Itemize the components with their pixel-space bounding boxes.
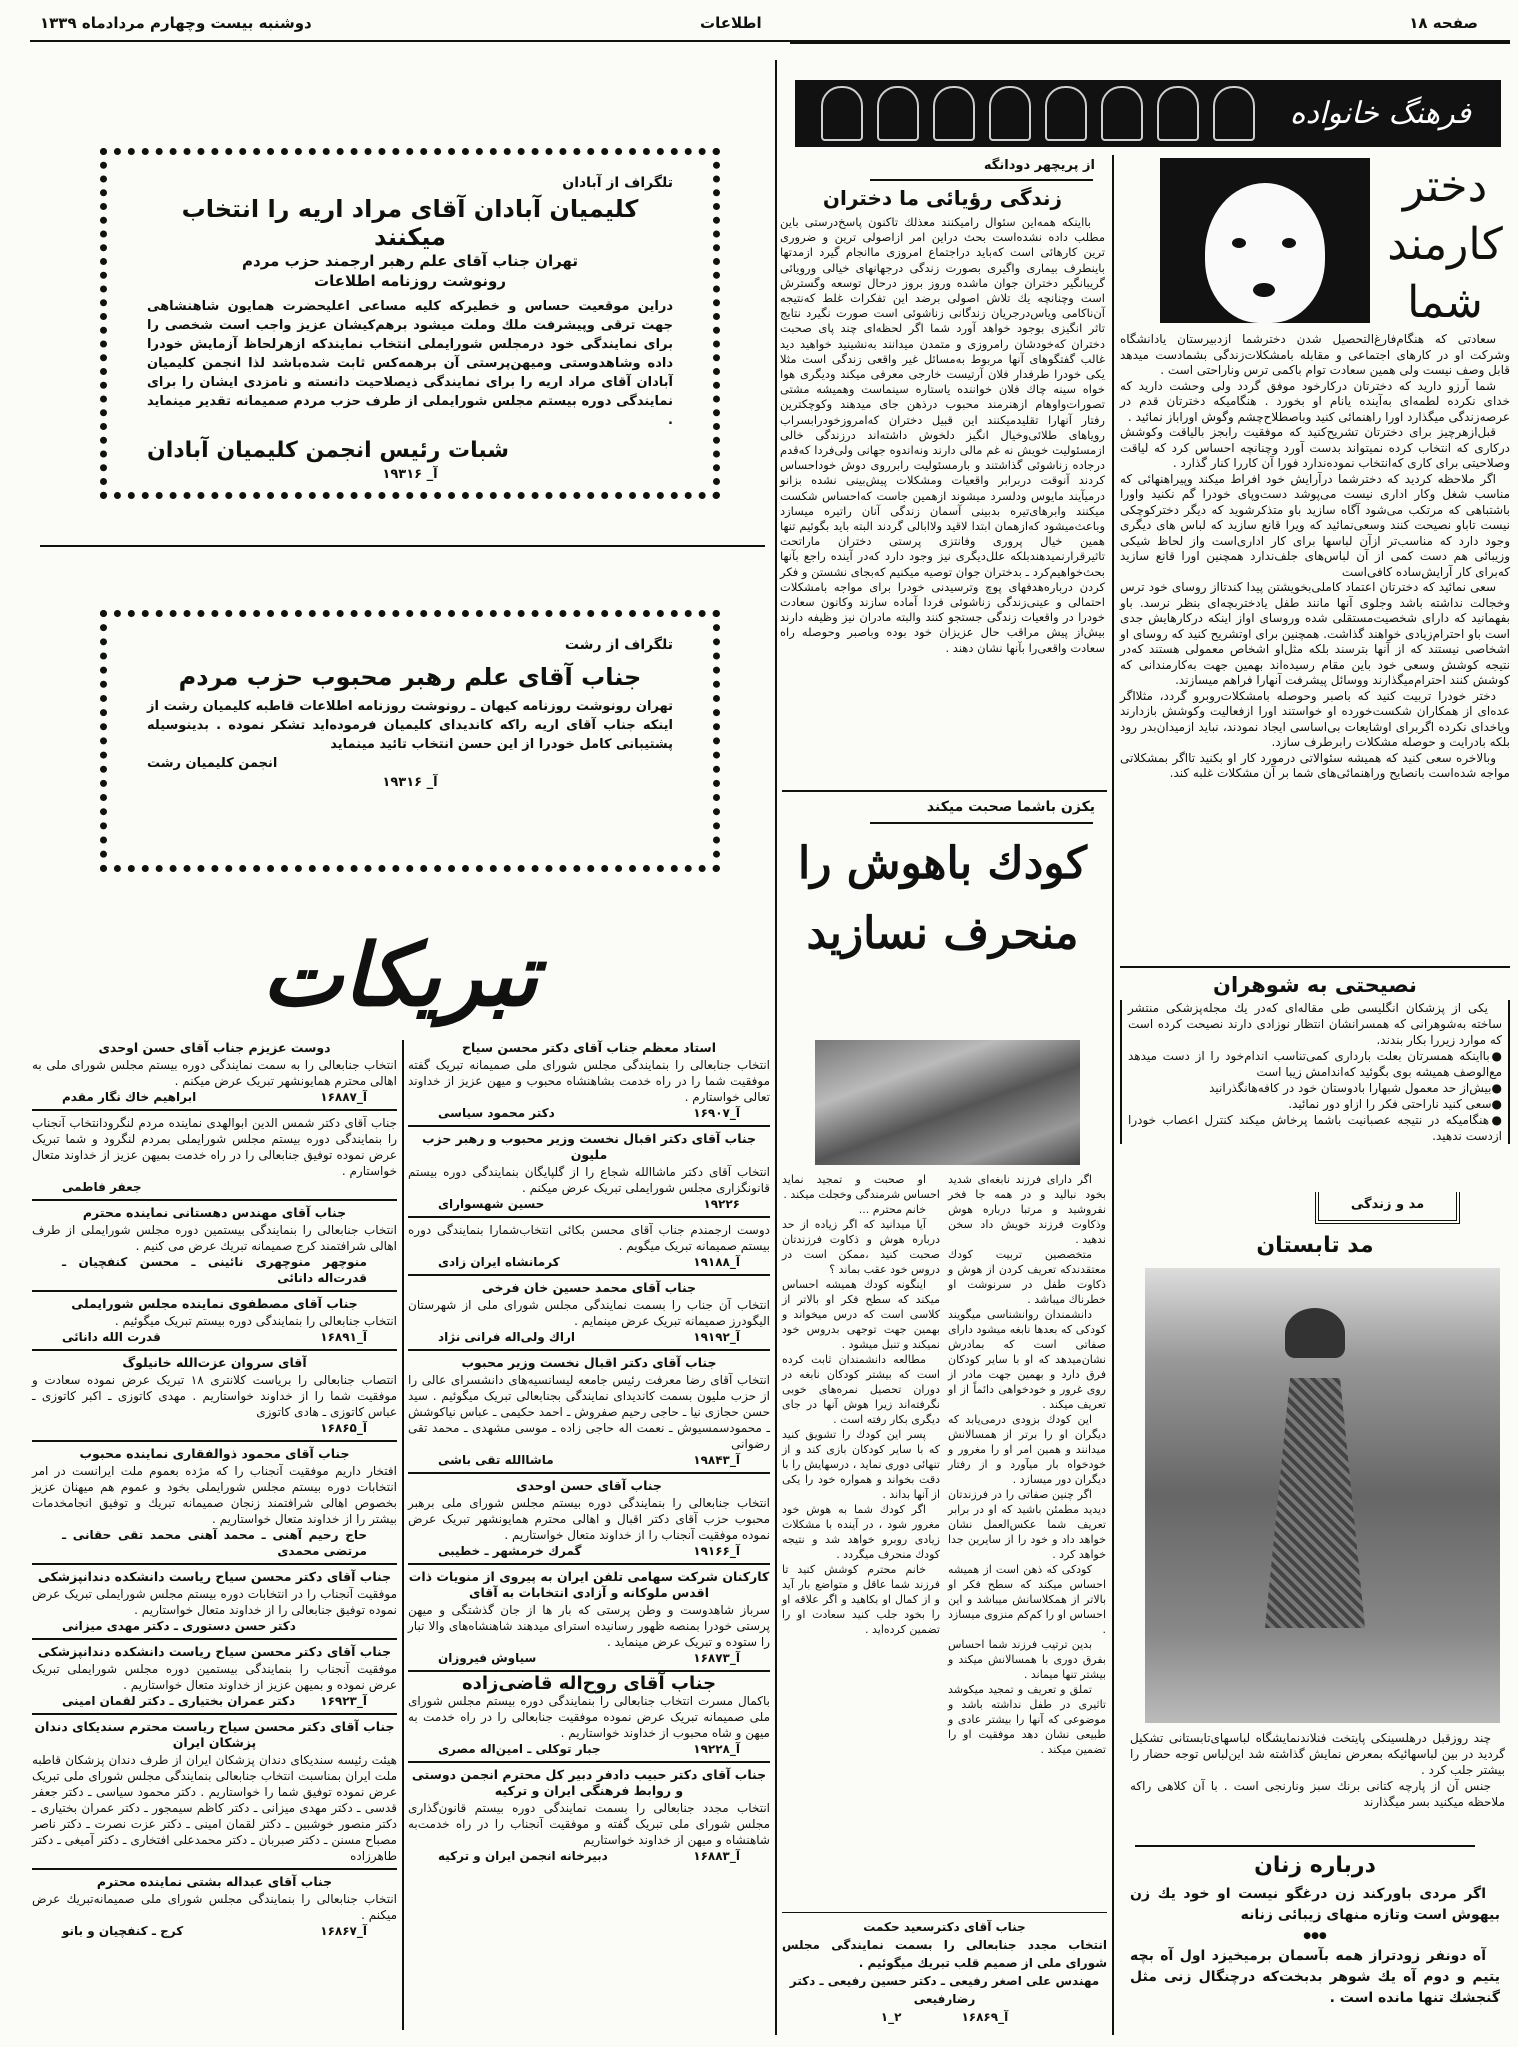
- ad-code: آ_۱۹۸۴۳: [693, 1453, 740, 1467]
- congrats-entry: [32, 1355, 397, 1442]
- paragraph: خانم محترم کوشش کنید تا فرزند شما عاقل و متواضع بار آید و از کمال او بکاهید و اگر علاقه او را بخود جلب کنید سعادت او را تضمین کرده‌اید .: [782, 1563, 940, 1636]
- entry-footer: [32, 1923, 397, 1939]
- telegram-title: کلیمیان آبادان آقای مراد اریه را انتخاب میکنند: [181, 195, 639, 251]
- congrats-entry: [408, 1280, 770, 1351]
- congrats-entry: [408, 1131, 770, 1218]
- ad-code: آ_۱۶۸۸۳: [693, 1849, 740, 1863]
- summer-dress-photo: [1145, 1268, 1500, 1723]
- congrats-entry: [408, 1478, 770, 1565]
- congrats-entry: [32, 1644, 397, 1715]
- entry-heading: جناب آقای محمد حسین خان فرخی: [481, 1280, 697, 1295]
- caption-text: چند روز‌قبل درهلسینکی پایتخت فنلاندنمایشگاه لباسهای‌تابستانی تشکیل گردید در بین لباسهائیکه بمعرض نمایش گذاشته شد این‌لباس توجه حضار را بیشتر جلب کرد .: [1130, 1731, 1505, 1777]
- paragraph: دختر خودرا تربیت کنید که باصبر وحوصله بامشکلات‌روبرو گردد، مثلااگر عده‌ای از همکاران شکست‌خورده او خواستند اورا ازفعالیت وکوشش بازدارند ویاخدای نکرده اگربرای اوشایعات بی‌اساسی ایجاد نمودند، نباید ازمیدان‌بدر رود بلکه بادرایت و حوصله مشکلات رابرطرف سازد.: [1120, 688, 1510, 749]
- entry-body: هیئت رئیسه سندیکای دندان پزشکان ایران از طرف دندان پزشکان قاطبه ملت ایران بمناسبت انتخاب جنابعالی بنمایندگی مجلس شورای ملی تبریک عرض نموده توفیق شما را خواستاریم . دکتر محمود سیاسی ـ دکتر جعفر قدسی ـ دکتر مهدی میزانی ـ دکتر کاظم سیمجور ـ دکتر عمران بختیاری ـ دکتر منصور خوشبین ـ دکتر لقمان امینی ـ دکتر عزت نصرت ـ دکتر ناصر مصباح مسنن ـ دکتر صبربان ـ دکتر محمدعلی افتخاری ـ دکتر آمیغی ـ دکتر طاهرزاده: [32, 1753, 397, 1863]
- entry-heading: جناب آقای دکتر محسن سیاح ریاست دانشکده دندانپزشکی: [37, 1569, 392, 1584]
- congrats-entry: [32, 1719, 397, 1870]
- entry-footer: [408, 1254, 770, 1270]
- ad-code: آ_۱۹۱۹۲: [693, 1330, 740, 1344]
- entry-footer: [32, 1693, 397, 1709]
- entry-footer: [408, 1105, 770, 1121]
- congrats-entry: [32, 1205, 397, 1292]
- article-title: درباره زنان: [1254, 1853, 1376, 1878]
- entry-body: سرباز شاهدوست و وطن پرستی که بار ها از جان گذشتگی و میهن پرستی خودرا بمنصه ظهور رسانیده استرای میدهند شاهنشاه‌های والا تبار را ستوده و تبریک عرض مینماید .: [408, 1603, 770, 1649]
- entry-heading: آقای سروان عزت‌الله خانیلوگ: [122, 1355, 307, 1370]
- ad-code: آ_ ۱۹۳۱۶: [382, 775, 438, 790]
- paragraph: دانشمندان روانشناسی میگویند کودکی که بعدها نابغه میشود دارای صفاتی است که بمادرش نشان‌میدهد که او با سایر کودکان فرق دارد و بهمین جهت مادر از روی غرور و خودخواهی دائماً از او تعریف میکند .: [948, 1308, 1106, 1411]
- paragraph: اگر چنین صفاتی را در فرزندتان دیدید مطمئن باشید که او در برابر تعریف شما عکس‌العمل نشان خواهد داد و خود را از سایرین جدا خواهد کرد .: [948, 1488, 1106, 1561]
- entry-signature: قدرت الله دانائی: [62, 1330, 161, 1344]
- entry-signature: اراك ولی‌اله فرانی نژاد: [438, 1330, 575, 1344]
- aphorism: [1130, 1946, 1500, 2009]
- telegram-signature: شبات رئیس انجمن کلیمیان آبادان: [147, 438, 510, 463]
- paragraph: کودکی که ذهن است از همیشه احساس میکند که سطح فکر او بالاتر از همکلاسانش میباشد و این احساس او را کم‌کم منزوی میسازد .: [948, 1563, 1106, 1636]
- entry-heading: جناب آقای محمود ذوالفقاری نماینده محبوب: [79, 1446, 350, 1461]
- congrats-entry: [408, 1355, 770, 1474]
- entry-body: انتخاب جنابعالی را بنمایندگی دوره بیستم مجلس شورای ملی برهبر محبوب حزب آقای دکتر اقبال و اهالی محترم همایونشهر تبریک عرض نموده موفقیت آنجناب را از خداوند متعال خواستاریم .: [408, 1496, 770, 1542]
- issue-date: دوشنبه بیست وچهارم مردادماه ۱۳۳۹: [40, 14, 312, 32]
- intro: یکی از پزشکان انگلیسی طی مقاله‌ای که‌در یك مجله‌پزشکی منتشر ساخته به‌شوهرانی که همسرانشان انتظار نوزادی دارند نصیحت کرده است که موارد زیررا بکار بندند.: [1128, 1001, 1502, 1047]
- entry-footer: [32, 1254, 397, 1286]
- fashion-title: مد تابستان: [1256, 1233, 1374, 1258]
- entry-signature: دبیرخانه انجمن ایران و ترکیه: [438, 1849, 608, 1863]
- congratulations-heading: تبریکات: [262, 925, 538, 1026]
- entry-heading: جناب آقای دکتر محسن سیاح ریاست دانشکده دندانپزشکی: [37, 1644, 392, 1659]
- article-divider: [782, 790, 1107, 792]
- tip: ●سعی کنید ناراحتی فکر را ازاو دور نمائید.: [1288, 1097, 1502, 1111]
- paragraph: او صحبت و تمجید نماید احساس شرمندگی وخجلت میکند .: [782, 1173, 940, 1201]
- child-article: [780, 798, 1105, 968]
- entry-body: انتصاب جنابعالی را بریاست کلانتری ۱۸ تبریک عرض نموده سعادت و موفقیت شما را از خداوند خواستاریم . مهدی کاتوزی ـ اکبر کاتوزی ـ عباس کاتوزی ـ هادی کاتوزی: [32, 1373, 397, 1419]
- ad-code: آ_۱۶۸۶۹: [961, 2010, 1009, 2024]
- paragraph: این کودك بزودی درمی‌یابد که دیگران او را برتر از همسالانش میدانند و همین امر او را مغرور و خودخواه بار میآورد و از رفتار دیگران دور میسازد .: [948, 1413, 1106, 1486]
- entry-footer: [408, 1452, 770, 1468]
- entry-body: انتخاب جنابعالی را بنمایندگی دوره بیستم تبریک میگوئیم .: [114, 1314, 397, 1328]
- entry-footer: [408, 1543, 770, 1559]
- paragraph: سعی نمائید که دخترتان اعتماد کاملی‌بخویشتن پیدا کندتااز روسای خود ترس وخجالت نداشته باشد وجلوی آنها مانند طفل یادختربچه‌ای بنظر نرسد. باو بفهمانید که دارای شخصیت‌مستقلی شده وروسای اواز اینکه درکارهایش جدی است باو احترام‌زیادی خواهند گذاشت. همچنین برای اوتشریح کنید که روسای او اشخاصی نیستند که از آنها بترسند بلکه مثل‌او اشخاص معمولی هستند که‌در نتیجه کوشش وسعی خود باین مقام رسیده‌اند بهمین جهت به‌کارمندانی که کوشش کنند احترام‌میگذارند ووسائل پیشرفت آنهارا فراهم میسازند.: [1120, 580, 1510, 687]
- article-column-right: [948, 1172, 1106, 1757]
- entry-body: دوست ارجمندم جناب آقای محسن بکائی انتخاب‌شمارا بنمایندگی دوره بیستم صمیمانه تبریک میگویم .: [408, 1223, 770, 1253]
- paragraph: اگر ملاحظه کردید که دخترشما درآرایش خود افراط میکند وپیراهنهائی که مناسب شغل وکار اداری نیست می‌پوشد دست‌وپای خودرا گم نکنید واورا باشتباهی که مرتکب می‌شود آگاه سازید باو متذکرشوید که دیگر دخترکوچکی نیست تاباو نصیحت کنند وسعی‌نمائید که ویرا قانع سازید که لباس های دیگری وجود دارد که مناسب‌تر ازآن لباسها برای کار اداری‌است واز لحاظ شیکی وزیبائی هم دست کمی از آن لباس‌های جلف‌ندارد همچنین اورا قانع سازید که‌برای کار آرایش‌ساده کافی‌است: [1120, 471, 1510, 579]
- paragraph: آیا میدانید که اگر زیاده از حد درباره هوش و ذکاوت فرزندتان صحبت کنید ،ممکن است در دروس خود عقب بماند ؟: [782, 1218, 940, 1276]
- entry-signature: جبار توکلی ـ امین‌اله مصری: [438, 1742, 601, 1756]
- husbands-advice: [1120, 972, 1510, 1144]
- paragraph: مطالعه دانشمندان ثابت کرده است که بیشتر کودکان نابغه در دوران تحصیل نمره‌های خوبی نگرفته‌اند زیرا هوش آنها در جای دیگری بکار رفته است .: [782, 1353, 940, 1426]
- masthead-rule-thick: [790, 40, 1510, 44]
- entry-body: انتخاب آن جناب را بسمت نمایندگی مجلس شورای ملی از شهرستان الیگودرز صمیمانه تبریک عرض مینمایم .: [408, 1298, 770, 1328]
- entry-footer: [408, 1650, 770, 1666]
- entry-signature: گمرك خرمشهر ـ خطیبی: [438, 1544, 582, 1558]
- entry-footer: [408, 1196, 770, 1212]
- entry-signature: ابراهیم خاك نگار مقدم: [62, 1090, 197, 1104]
- telegram-signature: انجمن کلیمیان رشت: [147, 756, 278, 771]
- telegram-addressee: تهران جناب آقای علم رهبر ارجمند حزب مردم: [242, 252, 578, 270]
- article-title-line2: منحرف نسازید: [806, 908, 1079, 959]
- paragraph: اگر کودك شما به هوش خود مغرور شود ، در آینده با مشکلات زیادی روبرو خواهد شد و نتیجه کودك منحرف میگردد .: [782, 1503, 940, 1561]
- paragraph: بااینکه همه‌این سئوال رامیکنند معذلك تاکنون پاسخ‌درستی باین مطلب داده نشده‌است بحث دراین امر ازاصولی ترین و ضروری ترین کارهائی است که‌باید دراجتماع امروزی ماانجام گیرد ازمدتها باینطرف بیماری واگیری بصورت زندگی درجهانهای خیالی ورویائی گریبانگیر دختران جوان ماشده وروز بروز درحال توسعه وگسترش است وچنانچه یك تلاش اصولی برضد این تفکرات غلط که‌نتیجه آن‌ناکامی ویاس‌درجریان زندگانی زناشوئی است صورت نگیرد نتایج تاثر انگیزی بوجود خواهد آورد شما اگر لحظه‌ای چند پای صحبت دختران که‌خودشان رامروزی و متمدن میدانند به‌نشینید خواهید دید غالب گفتگوهای آنها مربوط به‌مسائل غیر واقعی زندگی است مثلا یکی خودرا طرفدار فلان آرتیست خارجی معرفی میکند ودیگری هوا خواه سینه چاك فلان خواننده یاستاره سینماست وهمیشه مشتی تصورات‌واوهام ازهنرمند محبوب درذهن جای میدهند وکوچکترین رفتار آنهارا تقلیدمیکنند این قبیل دختران که‌امروزخودرا‌بسراب رویاهای طلائی‌وخیال انگیز دلخوش داشته‌اند درزندگی خالی ازمسئولیت خویش نه غم مالی دارند ونه‌اندوه جهانی ولی‌فردا که‌قدم درجاده زناشوئی گذاشتند و بارمسئولیت رابرروی دوش خوداحساس کردند آنوقت دربرابر واقعیات ومشکلات پیش‌بینی نشده بزانو درمیآیند مایوس ودلسرد میشوند ازهمین جاست که‌احساس شکست میکنند وابرهای‌تیره بدبینی آسمان زندگی آنان راتیره میسازد وباعث‌میشود که‌ازهمان ابتدا لاقید ولاابالی گردند البته باید بگوئیم تنها همین خیال پروری وفانتزی پرستی دختران ماراتحت تاثیرقرارنمیدهندبلکه علل‌دیگری نیز وجود دارد که‌در آینده راجع بآنها بحث‌خواهیم‌کرد ـ بدختران جوان توصیه میکنیم که‌بجای نشستن و فکر کردن درباره‌هدفهای پوچ وترسیدنی خودرا برای مواجه بامشکلات احتمالی و عینی‌زندگی زناشوئی فردا آماده سازند وکانون سعادت خودرا در واقعیات زندگی جستجو کنند والبته مادران نیز وظیفه دارند بیش‌از پیش مراقب حال عزیزان خود بوده وباصبر وحوصله راه سعادت واقعی‌را بآنها نشان دهند .: [780, 215, 1105, 655]
- congrats-entry: [32, 1115, 397, 1201]
- entry-body: موفقیت آنجناب را بنمایندگی بیستمین دوره مجلس شورایملی تبریک عرض نموده و بمیهن عزیز از خداوند متعال خواستاریم .: [32, 1662, 397, 1692]
- entry-footer: [32, 1420, 397, 1436]
- paragraph: اگر دارای فرزند نابغه‌ای شدید بخود نبالید و در همه جا فخر نفروشید و مرتبا درباره هوش وذکاوت فرزند خویش داد سخن ندهید .: [948, 1173, 1106, 1246]
- ad-code: آ_۱۶۹۲۳: [320, 1694, 367, 1708]
- notice-signature: مهندس علی اصغر رفیعی ـ دکتر حسین رفیعی ـ دکتر رضارفیعی: [789, 1974, 1100, 2006]
- congrats-entry: [32, 1569, 397, 1640]
- entry-signature: کرمانشاه ایران زادی: [438, 1255, 560, 1269]
- entry-body: موفقیت آنجناب را در انتخابات دوره بیستم مجلس شورایملی تبریک عرض نموده توفیق جنابعالی را از خداوند متعال خواستاریم .: [32, 1587, 397, 1617]
- title-word: شما: [1407, 277, 1483, 328]
- aphorism-text: اگر مردی باورکند زن درغگو نیست او خود یك زن بیهوش است وتازه منهای زیبائی زنانه: [1130, 1886, 1500, 1923]
- entry-heading: جناب آقای دکتر محسن سیاح ریاست محترم سندیکای دندان پزشکان ایران: [34, 1719, 395, 1750]
- section-divider: [40, 545, 765, 547]
- congrats-entry: [408, 1222, 770, 1276]
- paragraph: وبالاخره سعی کنید که همیشه سئوالاتی درمورد کار او بکنید تااگر بمشکلاتی مواجه شده‌است بانصایح وراهنمائی‌های شما بر آن مشکلات غلبه کند.: [1120, 750, 1510, 780]
- telegram-rasht: [100, 610, 720, 872]
- congrats-column-right: [408, 1040, 770, 1872]
- article-title: زندگی رؤیائی ما دختران: [822, 186, 1063, 210]
- article-divider: [1120, 966, 1510, 968]
- entry-heading: جناب آقای عبداله بشتی نماینده محترم: [96, 1874, 333, 1889]
- entry-signature: کرج ـ کنفچیان و بانو: [62, 1924, 184, 1938]
- paragraph: شما آرزو دارید که دخترتان درکارخود موفق گردد ولی وحشت دارید که خدای نکرده لطمه‌ای به‌آینده یانام او بخورد . هنگامیکه دخترتان قدم در عرصه‌زندگی میگذارد اورا راهنمائی کنید وباصطلاح‌چشم وگوش اوراباز نمائید .: [1120, 378, 1510, 424]
- congrats-entry: [408, 1767, 770, 1868]
- entry-signature: سیاوش فیروزان: [438, 1651, 537, 1665]
- entry-footer: [408, 1741, 770, 1757]
- ad-code: آ_۱۹۲۲۸: [693, 1742, 740, 1756]
- ad-code: آ_۱۶۸۹۱: [320, 1330, 367, 1344]
- title-word: دختر: [1402, 161, 1488, 212]
- entry-signature: حسین شهسوارای: [438, 1197, 545, 1211]
- banner-illustration: [815, 86, 1255, 141]
- half-divider: [775, 60, 777, 2035]
- ad-code: آ_۱۶۸۷۳: [693, 1651, 740, 1665]
- woman-portrait-illustration: [1160, 158, 1370, 323]
- entry-heading: جناب آقای مهندس دهستانی نماینده محترم: [82, 1205, 347, 1220]
- banner-title: فرهنگ خانواده: [1289, 96, 1471, 131]
- entry-footer: [408, 1848, 770, 1864]
- fashion-section-badge: مد و زندگی: [1315, 1192, 1460, 1224]
- entry-footer: [32, 1618, 397, 1634]
- entry-body: جناب آقای دکتر شمس الدین ابوالهدی نماینده مردم لنگرودانتخاب آنجناب را بنمایندگی دوره بیستم مجلس شورایملی بمردم لنگرود و شما تبریک عرض نموده توفیق جنابعالی را در راه خدمت بمیهن عزیز از خداوند متعال خواستارم .: [32, 1116, 397, 1178]
- byline: از پریچهر دودانگه: [983, 158, 1095, 173]
- article-title: نصیحتی به شوهران: [1213, 973, 1417, 997]
- paragraph: بدین ترتیب فرزند شما احساس بفرق دوری با همسالانش میکند و بیشتر تنها میماند .: [948, 1638, 1106, 1681]
- aphorism-text: آه دونفر زودتراز همه بآسمان برمیخیزد اول آه بچه یتیم و دوم آه یك شوهر بدبخت‌که درچنگال زنی مثل گنجشك تنها مانده است .: [1130, 1948, 1500, 2006]
- article-divider: [1135, 1845, 1475, 1847]
- paragraph: اینگونه کودك همیشه احساس میکند که سطح فکر او بالاتر از کلاسی است که درس میخواند و بهمین جهت توجهی بدروس خود نمیکند و تنبل میشود .: [782, 1278, 940, 1351]
- entry-heading: جناب آقای دکتر اقبال نخست وزیر محبوب: [461, 1355, 717, 1370]
- congrats-notice: [782, 1918, 1107, 2026]
- telegram-abadan: [100, 148, 720, 499]
- entry-signature: جعفر فاطمی: [62, 1180, 142, 1194]
- newspaper-name: اطلاعات: [700, 14, 762, 32]
- notice-ref: ۲_۱: [880, 2010, 902, 2024]
- congrats-entry: [32, 1296, 397, 1351]
- paragraph: خانم محترم ...: [858, 1203, 926, 1216]
- article-body: [780, 215, 1105, 656]
- entry-signature: دکتر حسن دستوری ـ دکتر مهدی میزانی: [62, 1619, 296, 1633]
- entry-signature: دکتر محمود سیاسی: [438, 1106, 555, 1120]
- entry-heading: جناب آقای مصطفوی نماینده مجلس شورایملی: [71, 1296, 358, 1311]
- congrats-entry: [408, 1040, 770, 1127]
- dreams-article: [780, 158, 1105, 656]
- daughter-title: [1380, 158, 1510, 332]
- ad-code: ۱۹۲۲۶: [703, 1197, 740, 1211]
- about-women: [1130, 1852, 1500, 2009]
- entry-body: انتخاب جنابعالی را به سمت نمایندگی دوره بیستم مجلس شورای ملی به اهالی محترم همایونشهر تبریک عرض میکنم .: [32, 1058, 397, 1088]
- entry-body: انتخاب مجدد جنابعالی را بسمت نمایندگی دوره بیستم قانون‌گذاری مجلس شورای ملی تبریک گفته و موفقیت آنجناب را در راه خدمت‌به شاهنشاه و میهن از خداوند خواستاریم: [408, 1801, 770, 1847]
- entry-footer: [32, 1179, 397, 1195]
- page-number: صفحه ۱۸: [1409, 14, 1478, 32]
- entry-footer: [32, 1089, 397, 1105]
- entry-signature: منوچهر منوچهری نائینی ـ محسن کنفچیان ـ قدرت‌اله دانائی: [62, 1255, 367, 1285]
- notice-heading: جناب آقای دکترسعید حکمت: [863, 1920, 1026, 1934]
- child-drawing-photo: [815, 1040, 1080, 1165]
- article-column-left: [782, 1172, 940, 1637]
- entry-body: انتخاب جنابعالی را بنمایندگی مجلس شورای ملی صمیمانه تبریک گفته موفقیت شما را در راه خدمت بشاهنشاه محبوب و میهن عزیز از خداوند تعالی خواستارم .: [408, 1058, 770, 1104]
- entry-signature: حاج رحیم آهنی ـ محمد آهنی محمد تقی حقانی ـ مرتضی محمدی: [62, 1528, 367, 1558]
- caption-text: جنس آن از پارچه کتانی برنك سبز ونارنجی است . با آن کلاهی راکه ملاحظه میکنید بسر میگذارند: [1130, 1779, 1505, 1809]
- article-body: [1120, 1000, 1510, 1144]
- entry-body: انتخاب آقای دکتر ماشاالله شجاع را از گلپایگان بنمایندگی دوره بیستم قانونگزاری مجلس شورایملی تبریک عرض میکنم .: [408, 1165, 770, 1195]
- ad-code: آ_۱۶۸۶۷: [320, 1924, 367, 1938]
- family-culture-banner: [795, 80, 1501, 147]
- entry-footer: [408, 1329, 770, 1345]
- entry-footer: [32, 1527, 397, 1559]
- column-divider: [1112, 155, 1114, 2035]
- entry-heading: جناب آقای روح‌اله قاضی‌زاده: [461, 1673, 717, 1694]
- telegram-body: تهران رونوشت روزنامه کیهان ـ رونوشت روزنامه اطلاعات قاطبه کلیمیان رشت از اینکه جناب آقای اریه راکه کاندیدای کلیمیان فرموده‌اید تشکر نموده . بدینوسیله پشتیبانی کامل خودرا از این حسن انتخاب تائید مینماید: [147, 699, 673, 752]
- congrats-column-divider: [402, 1040, 404, 2030]
- congrats-column-left: [32, 1040, 397, 1947]
- entry-body: باکمال مسرت انتخاب جنابعالی را بنمایندگی دوره بیستم مجلس شورای ملی صمیمانه تبریک عرض نموده موفقیت جنابعالی را در راه خدمت به میهن و شاه محبوب از خداوند خواستاریم .: [408, 1694, 770, 1740]
- congrats-entry: [32, 1874, 397, 1943]
- entry-footer: [32, 1329, 397, 1345]
- entry-heading: جناب آقای حسن اوحدی: [516, 1478, 662, 1493]
- ad-code: آ_۱۶۹۰۷: [693, 1106, 740, 1120]
- congrats-entry: [32, 1446, 397, 1565]
- entry-body: انتخاب جنابعالی را بنمایندگی بیستمین دوره مجلس شورایملی از طرف اهالی شرافتمند کرج صمیمانه تبریك عرض می کنیم .: [32, 1223, 397, 1253]
- paragraph: پسر این کودك را تشویق کنید که با سایر کودکان بازی کند و از تنهائی دوری نماید ، درسهایش را با دقت بخواند و همواره خود را یکی از آنها بداند .: [782, 1428, 940, 1501]
- tip: ●بیش‌از حد معمول شبهارا بادوستان خود در کافه‌هانگذرانید: [1209, 1081, 1502, 1095]
- aphorism: [1130, 1884, 1500, 1926]
- tip: ●بااینکه همسرتان بعلت بارداری کمی‌تناسب اندام‌خود را از دست میدهد مع‌الوصف همیشه بوی بگوئید که‌اندامش زیبا است: [1128, 1049, 1502, 1079]
- entry-heading: استاد معظم جناب آقای دکتر محسن سیاح: [461, 1040, 717, 1055]
- paragraph: تملق و تعریف و تمجید میکوشد تاثیری در طفل نداشته باشد و موضوعی که آنها را بیشتر عادی و طبیعی نشان دهد موفقیت او را تضمین میکند .: [948, 1683, 1106, 1756]
- telegram-source: تلگراف از آبادان: [562, 175, 673, 191]
- entry-signature: دکتر عمران بختیاری ـ دکتر لقمان امینی: [62, 1694, 296, 1708]
- telegram-body: دراین موقعیت حساس و خطیرکه کلیه مساعی اعلیحضرت همایون شاهنشاهی جهت ترقی وپیشرفت ملك وملت میشود برهم‌کیشان عزیز واجب است شخصی را برای نمایندگی خود درمجلس شورایملی انتخاب نمایندکه ازهرلحاظ آزمایش خودرا داده وشاهدوستی ومیهن‌پرستی آن برهمه‌کس ثابت شده‌باشد لذا انجمن کلیمیان آبادان آقای مراد اریه را برای نمایندگی ذیصلاحیت دانسته و نامزدی ایشان را برای نمایندگی دوره بیستم مجلس شورایملی از طرف حزب مردم صمیمانه تقدیر مینماید .: [147, 299, 673, 428]
- telegram-source: تلگراف از رشت: [564, 637, 673, 653]
- paragraph: سعادتی که هنگام‌فارغ‌التحصیل شدن دخترشما ازدبیرستان یادانشگاه وشرکت او در کارهای اجتماعی و مقابله بامشکلات‌زندگی بشمادست میدهد قابل وصف نیست ولی همین سعادت توام باکمی ترس وناراحتی است .: [1120, 332, 1510, 377]
- entry-heading: جناب آقای دکتر اقبال نخست وزیر محبوب و رهبر حزب ملیون: [421, 1131, 757, 1162]
- article-title-line1: کودك باهوش را: [798, 838, 1087, 889]
- ad-code: آ_ ۱۹۳۱۶: [382, 467, 438, 482]
- congrats-entry: [32, 1040, 397, 1111]
- entry-body: انتخاب آقای رضا معرفت رئیس جامعه لیسانسیه‌های دانشسرای عالی را از حزب ملیون بسمت کاندیدای نمایندگی بجنابعالی تبریک میگوئیم . سید حسن حجازی نیا ـ حاجی رحیم صفروش ـ احمد حکیمی ـ عباس نیاکوشش ـ محمودسمسیوش ـ نعمت اله حاجی زاده ـ موسی مشهدی ـ محمد تقی رضوانی: [408, 1373, 770, 1451]
- congrats-entry: [408, 1673, 770, 1763]
- separator: ●●●: [1303, 1931, 1327, 1941]
- entry-heading: کارکنان شرکت سهامی تلفن ایران به پیروی از منویات ذات اقدس ملوکانه و آزادی انتخابات به آقای: [408, 1569, 770, 1600]
- telegram-cc: رونوشت روزنامه اطلاعات: [314, 272, 506, 290]
- entry-body: افتخار داریم موفقیت آنجناب را که مژده بعموم ملت ایرانست در امر انتخابات دوره بیستم مجلس شورایملی بخود و عموم هم میهنان عزیز بخصوص اهالی شرافتمند زنجان صمیمانه تبریك و توفیق انجامخدمات بیشتر را از خداوند متعال خواستاریم .: [32, 1464, 397, 1526]
- notice-divider: [782, 1912, 1107, 1913]
- notice-body: انتخاب مجدد جنابعالی را بسمت نمایندگی مجلس شورای ملی از صمیم قلب تبریك میگوئیم .: [782, 1938, 1107, 1970]
- congrats-entry: [408, 1569, 770, 1672]
- ad-code: آ_۱۹۱۶۶: [693, 1544, 740, 1558]
- ad-code: آ_۱۹۱۸۸: [693, 1255, 740, 1269]
- daughter-article-body: [1120, 332, 1510, 782]
- paragraph: متخصصین تربیت کودك معتقدندکه تعریف کردن از هوش و ذکاوت طفل در سرنوشت او خطرناك میباشد .: [948, 1248, 1106, 1306]
- entry-body: انتخاب جنابعالی را بنمایندگی مجلس شورای ملی صمیمانه‌تبریك عرض میکنم .: [32, 1892, 397, 1922]
- paragraph: قبل‌ازهرچیز برای دخترتان تشریح‌کنید که موفقیت رابجز بالیاقت وکوشش درکاری که انتخاب کرده نمیتواند بدست آورد وچنانچه احساس کرد که لیاقت وصلاحیتی برای کاری که‌انتخاب نموده‌ندارد فورا آن کاررا کنار گذارد .: [1120, 425, 1510, 470]
- title-word: کارمند: [1387, 219, 1503, 270]
- ad-code: آ_۱۶۸۸۷: [320, 1090, 367, 1104]
- kicker: یکزن باشما صحبت میکند: [926, 799, 1095, 815]
- telegram-title: جناب آقای علم رهبر محبوب حزب مردم: [178, 663, 642, 691]
- ad-code: آ_۱۶۸۶۵: [320, 1421, 367, 1435]
- entry-heading: جناب آقای دکتر حبیب دادفر دبیر کل محترم انجمن دوستی و روابط فرهنگی ایران و ترکیه: [411, 1767, 767, 1798]
- entry-signature: ماشاالله تقی باشی: [438, 1453, 554, 1467]
- fashion-caption: [1130, 1730, 1505, 1810]
- entry-heading: دوست عزیزم جناب آقای حسن اوحدی: [98, 1040, 331, 1055]
- tip: ●هنگامیکه در نتیجه عصبانیت باشما پرخاش میکند کنترل اعصاب خودرا ازدست ندهید.: [1128, 1113, 1502, 1143]
